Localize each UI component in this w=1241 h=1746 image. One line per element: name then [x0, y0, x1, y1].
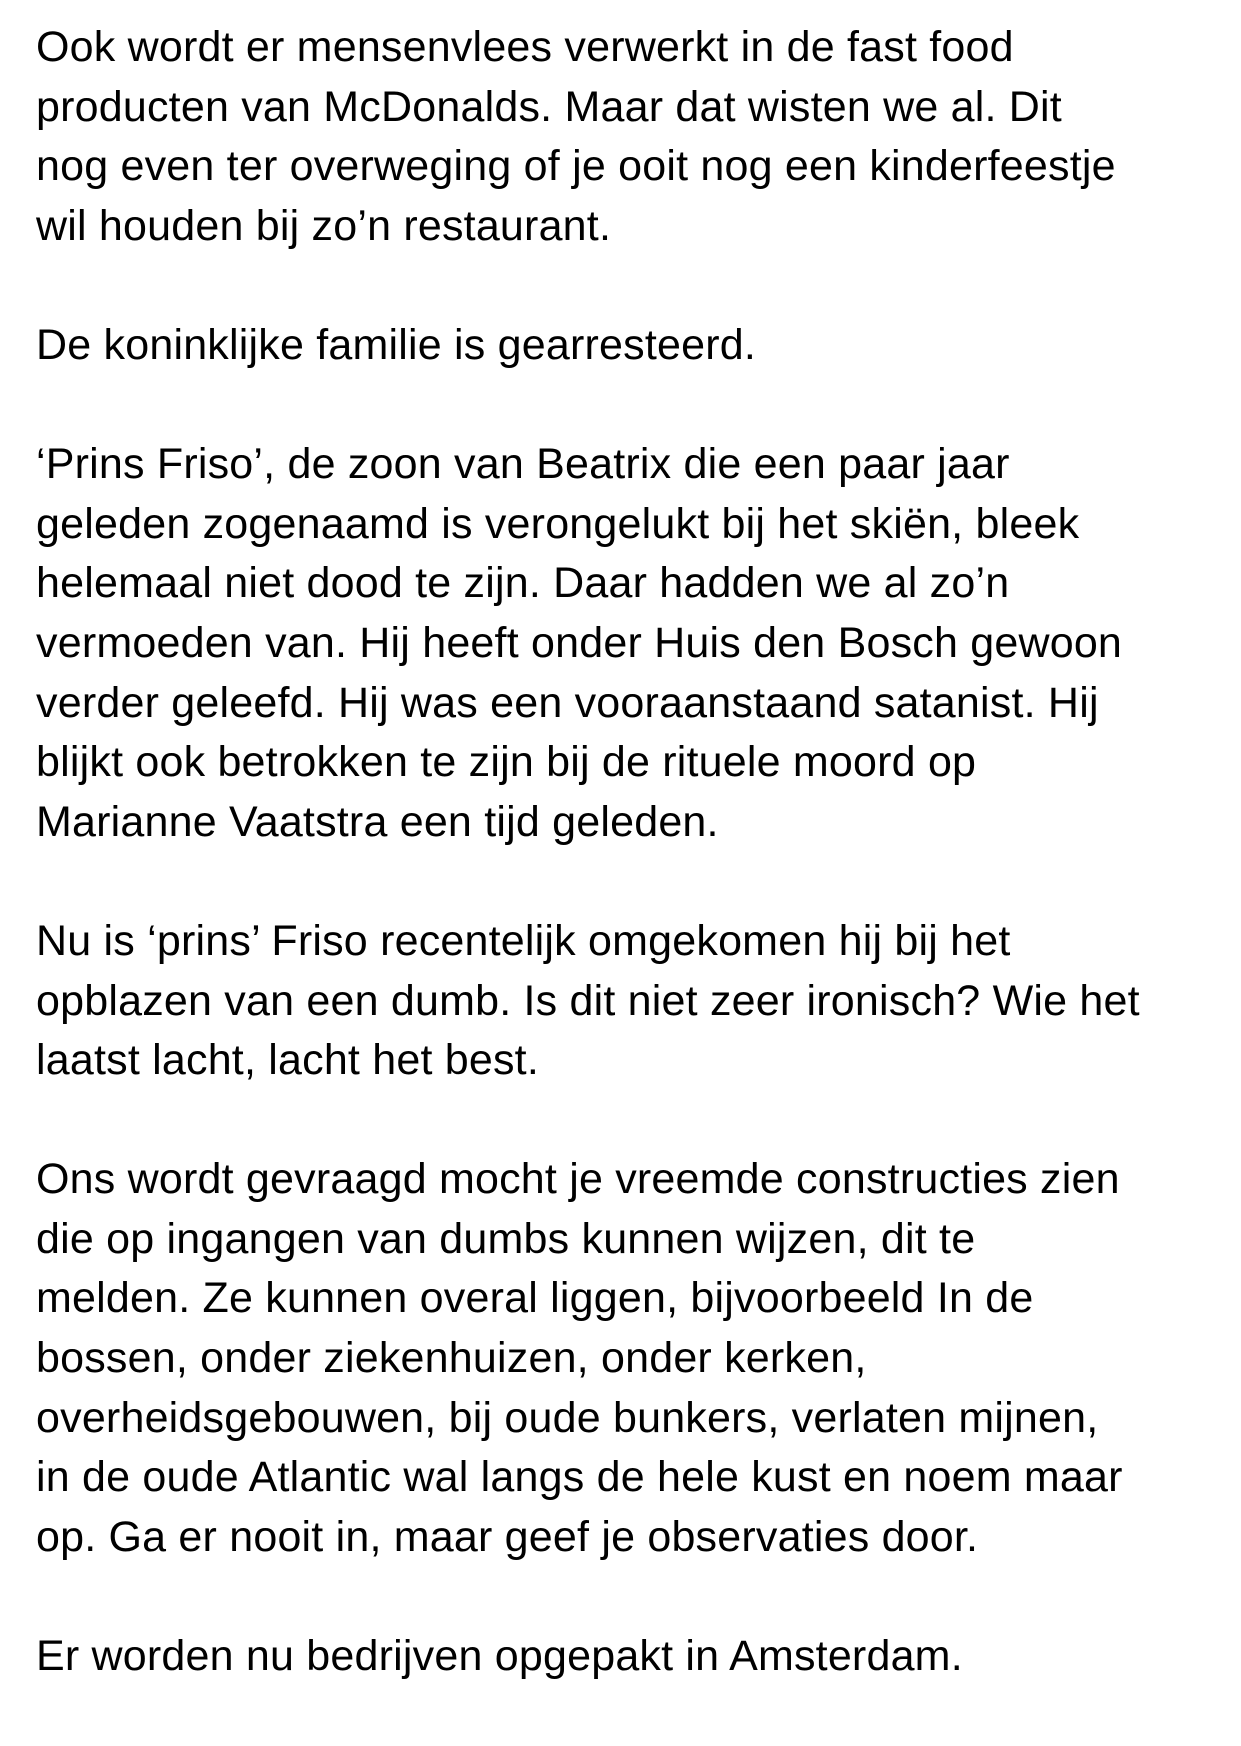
paragraph-prins-friso — [36, 435, 1226, 852]
paragraph-mcdonalds — [36, 18, 1226, 256]
text-line: opblazen van een dumb. Is dit niet zeer ironisch? Wie het — [36, 976, 1140, 1025]
paragraph-friso-dumb — [36, 912, 1226, 1091]
text-line: die op ingangen van dumbs kunnen wijzen, dit te — [36, 1214, 976, 1263]
text-line: Ons wordt gevraagd mocht je vreemde constructies zien — [36, 1155, 1120, 1204]
text-line: ‘Prins Friso’, de zoon van Beatrix die een paar jaar — [36, 440, 1010, 489]
text-line: De koninklijke familie is gearresteerd. — [36, 320, 756, 369]
text-line: melden. Ze kunnen overal liggen, bijvoorbeeld In de — [36, 1274, 1034, 1323]
text-line: in de oude Atlantic wal langs de hele kust en noem maar — [36, 1453, 1123, 1502]
paragraph-royal-family — [36, 316, 1226, 376]
text-line: Ook wordt er mensenvlees verwerkt in de fast food — [36, 23, 1014, 71]
text-line: wil houden bij zo’n restaurant. — [36, 201, 612, 250]
paragraph-amsterdam — [36, 1627, 1226, 1687]
text-line: bossen, onder ziekenhuizen, onder kerken, — [36, 1334, 867, 1383]
text-line: verder geleefd. Hij was een vooraanstaand satanist. Hij — [36, 678, 1099, 727]
text-line: vermoeden van. Hij heeft onder Huis den Bosch gewoon — [36, 618, 1123, 667]
document-body — [36, 18, 1226, 1746]
text-line: producten van McDonalds. Maar dat wisten we al. Dit — [36, 82, 1062, 131]
text-line: Er worden nu bedrijven opgepakt in Amsterdam. — [36, 1632, 963, 1681]
text-line: Marianne Vaatstra een tijd geleden. — [36, 797, 719, 846]
text-line: laatst lacht, lacht het best. — [36, 1036, 539, 1085]
text-line: overheidsgebouwen, bij oude bunkers, verlaten mijnen, — [36, 1393, 1099, 1442]
paragraph-dumb-entrances — [36, 1150, 1226, 1567]
text-line: op. Ga er nooit in, maar geef je observaties door. — [36, 1512, 979, 1561]
text-line: helemaal niet dood te zijn. Daar hadden we al zo’n — [36, 559, 1010, 608]
text-line: geleden zogenaamd is verongelukt bij het skiën, bleek — [36, 499, 1080, 548]
text-line: Nu is ‘prins’ Friso recentelijk omgekomen hij bij het — [36, 916, 1011, 965]
text-line: blijkt ook betrokken te zijn bij de rituele moord op — [36, 738, 977, 787]
text-line: nog even ter overweging of je ooit nog een kinderfeestje — [36, 142, 1116, 191]
